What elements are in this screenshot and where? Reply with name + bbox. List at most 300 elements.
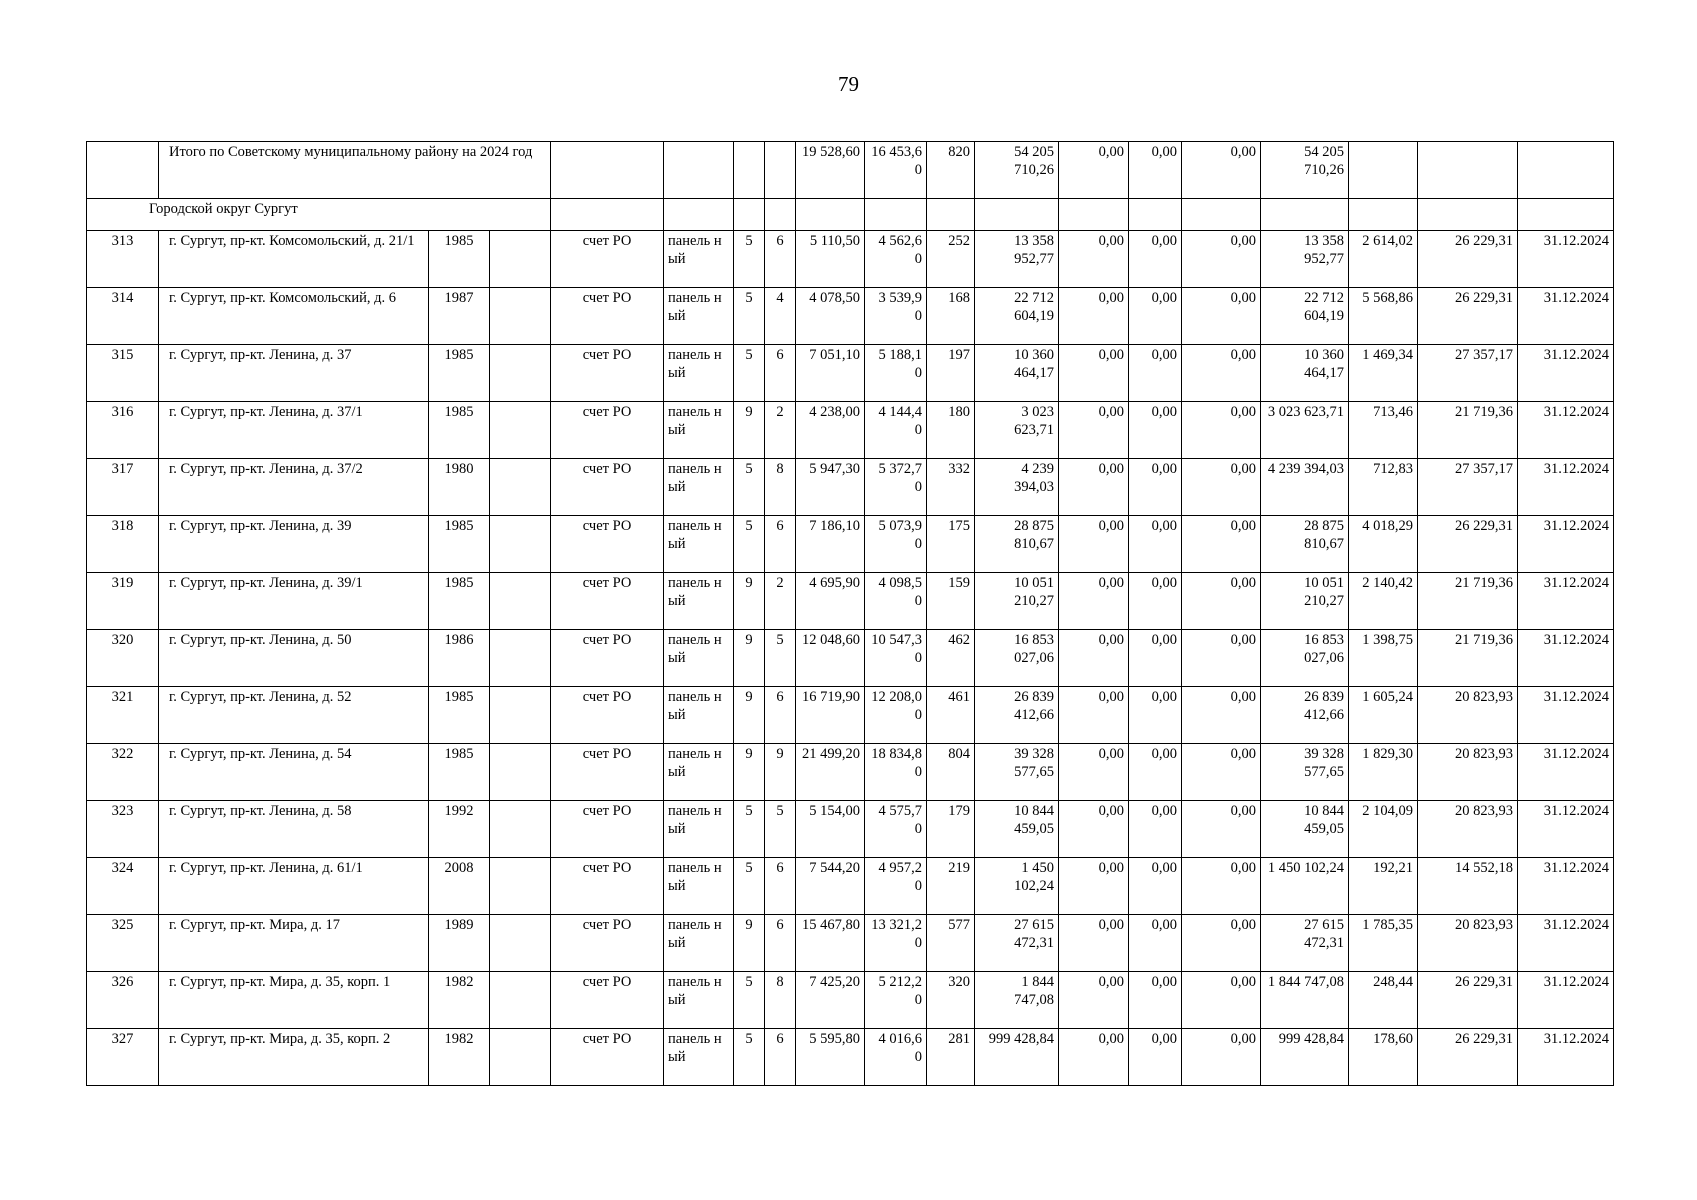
row-year: 1992 <box>429 801 490 858</box>
table-row <box>87 231 1614 288</box>
row-total-area: 12 048,60 <box>796 630 865 687</box>
total-row-limit-cost <box>1418 142 1518 199</box>
row-fund-fkr: 0,00 <box>1059 687 1129 744</box>
row-cost-total: 22 712 604,19 <box>975 288 1059 345</box>
row-address: г. Сургут, пр-кт. Ленина, д. 37 <box>159 345 429 402</box>
row-deadline: 31.12.2024 <box>1518 288 1614 345</box>
row-fund-method: счет РО <box>551 1029 664 1086</box>
row-wall-material: панель ный <box>664 288 734 345</box>
row-fund-method: счет РО <box>551 972 664 1029</box>
row-floors: 5 <box>734 972 765 1029</box>
table-row <box>87 801 1614 858</box>
row-fund-local: 0,00 <box>1182 345 1261 402</box>
row-deadline: 31.12.2024 <box>1518 345 1614 402</box>
row-living-area: 3 539,9 0 <box>865 288 927 345</box>
row-total-area: 4 078,50 <box>796 288 865 345</box>
row-entrances: 6 <box>765 231 796 288</box>
row-living-area: 5 372,7 0 <box>865 459 927 516</box>
row-empty-cell <box>490 459 551 516</box>
table-row <box>87 744 1614 801</box>
row-fund-local: 0,00 <box>1182 858 1261 915</box>
row-address: г. Сургут, пр-кт. Комсомольский, д. 6 <box>159 288 429 345</box>
row-number: 322 <box>87 744 159 801</box>
section-empty-cell <box>1182 199 1261 231</box>
total-row-living-area: 16 453,6 0 <box>865 142 927 199</box>
section-empty-cell <box>1349 199 1418 231</box>
row-total-area: 5 154,00 <box>796 801 865 858</box>
row-fund-owners: 4 239 394,03 <box>1261 459 1349 516</box>
row-floors: 5 <box>734 459 765 516</box>
row-empty-cell <box>490 402 551 459</box>
row-entrances: 8 <box>765 459 796 516</box>
row-empty-cell <box>490 630 551 687</box>
row-cost-total: 28 875 810,67 <box>975 516 1059 573</box>
row-fund-local: 0,00 <box>1182 915 1261 972</box>
row-living-area: 18 834,8 0 <box>865 744 927 801</box>
row-empty-cell <box>490 801 551 858</box>
row-living-area: 5 212,2 0 <box>865 972 927 1029</box>
section-empty-cell <box>1129 199 1182 231</box>
row-total-area: 5 947,30 <box>796 459 865 516</box>
row-wall-material: панель ный <box>664 402 734 459</box>
row-deadline: 31.12.2024 <box>1518 402 1614 459</box>
row-year: 2008 <box>429 858 490 915</box>
row-fund-fkr: 0,00 <box>1059 288 1129 345</box>
row-fund-local: 0,00 <box>1182 402 1261 459</box>
row-address: г. Сургут, пр-кт. Ленина, д. 54 <box>159 744 429 801</box>
row-fund-owners: 999 428,84 <box>1261 1029 1349 1086</box>
row-deadline: 31.12.2024 <box>1518 744 1614 801</box>
row-fund-method: счет РО <box>551 288 664 345</box>
row-cost-total: 1 450 102,24 <box>975 858 1059 915</box>
row-fund-fkr: 0,00 <box>1059 630 1129 687</box>
row-living-area: 5 073,9 0 <box>865 516 927 573</box>
row-year: 1985 <box>429 573 490 630</box>
row-cost-total: 27 615 472,31 <box>975 915 1059 972</box>
row-fund-fkr: 0,00 <box>1059 972 1129 1029</box>
table-row <box>87 288 1614 345</box>
row-total-area: 15 467,80 <box>796 915 865 972</box>
row-floors: 9 <box>734 573 765 630</box>
total-row-wall-cell <box>664 142 734 199</box>
row-wall-material: панель ный <box>664 915 734 972</box>
row-floors: 9 <box>734 630 765 687</box>
row-entrances: 9 <box>765 744 796 801</box>
row-number: 317 <box>87 459 159 516</box>
row-unit-cost: 712,83 <box>1349 459 1418 516</box>
total-row-fund-owners: 54 205 710,26 <box>1261 142 1349 199</box>
row-fund-owners: 28 875 810,67 <box>1261 516 1349 573</box>
row-deadline: 31.12.2024 <box>1518 858 1614 915</box>
row-deadline: 31.12.2024 <box>1518 801 1614 858</box>
row-residents: 577 <box>927 915 975 972</box>
total-row-floors-cell <box>734 142 765 199</box>
row-fund-fkr: 0,00 <box>1059 915 1129 972</box>
row-address: г. Сургут, пр-кт. Ленина, д. 39 <box>159 516 429 573</box>
row-limit-cost: 27 357,17 <box>1418 345 1518 402</box>
row-year: 1982 <box>429 972 490 1029</box>
row-entrances: 6 <box>765 687 796 744</box>
row-deadline: 31.12.2024 <box>1518 573 1614 630</box>
row-wall-material: панель ный <box>664 687 734 744</box>
row-address: г. Сургут, пр-кт. Ленина, д. 58 <box>159 801 429 858</box>
total-row-unit-cost <box>1349 142 1418 199</box>
row-number: 315 <box>87 345 159 402</box>
row-fund-method: счет РО <box>551 573 664 630</box>
row-unit-cost: 178,60 <box>1349 1029 1418 1086</box>
row-empty-cell <box>490 744 551 801</box>
row-deadline: 31.12.2024 <box>1518 1029 1614 1086</box>
row-residents: 180 <box>927 402 975 459</box>
row-empty-cell <box>490 573 551 630</box>
row-residents: 462 <box>927 630 975 687</box>
row-empty-cell <box>490 915 551 972</box>
row-year: 1985 <box>429 516 490 573</box>
row-fund-okrug: 0,00 <box>1129 402 1182 459</box>
row-fund-okrug: 0,00 <box>1129 801 1182 858</box>
row-residents: 332 <box>927 459 975 516</box>
row-wall-material: панель ный <box>664 972 734 1029</box>
row-fund-fkr: 0,00 <box>1059 858 1129 915</box>
section-empty-cell <box>1059 199 1129 231</box>
row-entrances: 6 <box>765 345 796 402</box>
row-year: 1985 <box>429 231 490 288</box>
row-living-area: 13 321,2 0 <box>865 915 927 972</box>
row-fund-owners: 16 853 027,06 <box>1261 630 1349 687</box>
row-limit-cost: 14 552,18 <box>1418 858 1518 915</box>
row-limit-cost: 21 719,36 <box>1418 573 1518 630</box>
row-fund-method: счет РО <box>551 630 664 687</box>
row-number: 319 <box>87 573 159 630</box>
row-residents: 252 <box>927 231 975 288</box>
row-empty-cell <box>490 687 551 744</box>
row-address: г. Сургут, пр-кт. Ленина, д. 37/2 <box>159 459 429 516</box>
row-deadline: 31.12.2024 <box>1518 231 1614 288</box>
row-cost-total: 39 328 577,65 <box>975 744 1059 801</box>
row-wall-material: панель ный <box>664 744 734 801</box>
row-residents: 804 <box>927 744 975 801</box>
row-floors: 5 <box>734 858 765 915</box>
row-limit-cost: 20 823,93 <box>1418 801 1518 858</box>
row-fund-local: 0,00 <box>1182 972 1261 1029</box>
row-floors: 5 <box>734 801 765 858</box>
row-unit-cost: 1 785,35 <box>1349 915 1418 972</box>
row-floors: 9 <box>734 687 765 744</box>
row-entrances: 4 <box>765 288 796 345</box>
row-unit-cost: 2 104,09 <box>1349 801 1418 858</box>
row-fund-method: счет РО <box>551 459 664 516</box>
row-empty-cell <box>490 858 551 915</box>
row-fund-okrug: 0,00 <box>1129 231 1182 288</box>
table-row <box>87 630 1614 687</box>
row-fund-local: 0,00 <box>1182 687 1261 744</box>
table-row <box>87 345 1614 402</box>
row-year: 1985 <box>429 744 490 801</box>
row-fund-owners: 10 051 210,27 <box>1261 573 1349 630</box>
row-year: 1986 <box>429 630 490 687</box>
row-unit-cost: 1 605,24 <box>1349 687 1418 744</box>
row-entrances: 6 <box>765 915 796 972</box>
row-wall-material: панель ный <box>664 1029 734 1086</box>
row-empty-cell <box>490 516 551 573</box>
row-fund-owners: 39 328 577,65 <box>1261 744 1349 801</box>
section-empty-cell <box>734 199 765 231</box>
row-fund-local: 0,00 <box>1182 630 1261 687</box>
row-living-area: 4 957,2 0 <box>865 858 927 915</box>
row-number: 316 <box>87 402 159 459</box>
row-living-area: 4 098,5 0 <box>865 573 927 630</box>
row-year: 1987 <box>429 288 490 345</box>
row-fund-local: 0,00 <box>1182 288 1261 345</box>
row-limit-cost: 27 357,17 <box>1418 459 1518 516</box>
row-living-area: 4 562,6 0 <box>865 231 927 288</box>
total-row-entrances-cell <box>765 142 796 199</box>
row-fund-owners: 1 450 102,24 <box>1261 858 1349 915</box>
capital-repair-register-table <box>86 141 1614 1086</box>
page-number: 79 <box>838 72 859 96</box>
row-living-area: 4 144,4 0 <box>865 402 927 459</box>
row-year: 1985 <box>429 402 490 459</box>
row-address: г. Сургут, пр-кт. Ленина, д. 52 <box>159 687 429 744</box>
row-wall-material: панель ный <box>664 573 734 630</box>
section-empty-cell <box>1418 199 1518 231</box>
row-number: 327 <box>87 1029 159 1086</box>
row-fund-okrug: 0,00 <box>1129 858 1182 915</box>
section-empty-cell <box>927 199 975 231</box>
row-limit-cost: 26 229,31 <box>1418 1029 1518 1086</box>
total-row-fund-okrug: 0,00 <box>1129 142 1182 199</box>
row-limit-cost: 26 229,31 <box>1418 516 1518 573</box>
row-fund-method: счет РО <box>551 858 664 915</box>
row-fund-method: счет РО <box>551 744 664 801</box>
row-fund-okrug: 0,00 <box>1129 687 1182 744</box>
row-total-area: 5 110,50 <box>796 231 865 288</box>
row-unit-cost: 713,46 <box>1349 402 1418 459</box>
row-number: 313 <box>87 231 159 288</box>
row-cost-total: 10 051 210,27 <box>975 573 1059 630</box>
row-fund-fkr: 0,00 <box>1059 231 1129 288</box>
row-total-area: 16 719,90 <box>796 687 865 744</box>
total-row <box>87 142 1614 199</box>
row-cost-total: 4 239 394,03 <box>975 459 1059 516</box>
row-deadline: 31.12.2024 <box>1518 687 1614 744</box>
row-floors: 9 <box>734 402 765 459</box>
row-fund-owners: 1 844 747,08 <box>1261 972 1349 1029</box>
row-limit-cost: 20 823,93 <box>1418 687 1518 744</box>
row-entrances: 6 <box>765 858 796 915</box>
row-deadline: 31.12.2024 <box>1518 915 1614 972</box>
row-cost-total: 1 844 747,08 <box>975 972 1059 1029</box>
row-fund-owners: 26 839 412,66 <box>1261 687 1349 744</box>
table-row <box>87 459 1614 516</box>
row-unit-cost: 2 140,42 <box>1349 573 1418 630</box>
row-entrances: 5 <box>765 630 796 687</box>
row-cost-total: 10 360 464,17 <box>975 345 1059 402</box>
table-row <box>87 402 1614 459</box>
row-wall-material: панель ный <box>664 858 734 915</box>
row-cost-total: 999 428,84 <box>975 1029 1059 1086</box>
row-fund-fkr: 0,00 <box>1059 516 1129 573</box>
row-fund-method: счет РО <box>551 687 664 744</box>
row-unit-cost: 2 614,02 <box>1349 231 1418 288</box>
row-residents: 159 <box>927 573 975 630</box>
row-empty-cell <box>490 231 551 288</box>
row-fund-method: счет РО <box>551 345 664 402</box>
row-floors: 9 <box>734 744 765 801</box>
row-empty-cell <box>490 288 551 345</box>
row-limit-cost: 21 719,36 <box>1418 402 1518 459</box>
total-row-fund-fkr: 0,00 <box>1059 142 1129 199</box>
total-row-fund-method-cell <box>551 142 664 199</box>
row-cost-total: 13 358 952,77 <box>975 231 1059 288</box>
row-fund-fkr: 0,00 <box>1059 402 1129 459</box>
row-fund-method: счет РО <box>551 516 664 573</box>
row-residents: 175 <box>927 516 975 573</box>
row-fund-okrug: 0,00 <box>1129 1029 1182 1086</box>
table-row <box>87 516 1614 573</box>
row-address: г. Сургут, пр-кт. Ленина, д. 37/1 <box>159 402 429 459</box>
row-floors: 5 <box>734 345 765 402</box>
section-row <box>87 199 1614 231</box>
row-residents: 281 <box>927 1029 975 1086</box>
section-empty-cell <box>1261 199 1349 231</box>
row-residents: 219 <box>927 858 975 915</box>
total-row-residents: 820 <box>927 142 975 199</box>
row-year: 1985 <box>429 345 490 402</box>
table-row <box>87 858 1614 915</box>
row-empty-cell <box>490 972 551 1029</box>
row-wall-material: панель ный <box>664 345 734 402</box>
row-limit-cost: 20 823,93 <box>1418 915 1518 972</box>
row-cost-total: 10 844 459,05 <box>975 801 1059 858</box>
row-fund-okrug: 0,00 <box>1129 915 1182 972</box>
row-entrances: 2 <box>765 573 796 630</box>
row-address: г. Сургут, пр-кт. Ленина, д. 50 <box>159 630 429 687</box>
row-unit-cost: 4 018,29 <box>1349 516 1418 573</box>
total-row-total-area: 19 528,60 <box>796 142 865 199</box>
row-fund-owners: 13 358 952,77 <box>1261 231 1349 288</box>
section-empty-cell <box>865 199 927 231</box>
row-empty-cell <box>490 345 551 402</box>
total-row-number-cell <box>87 142 159 199</box>
row-living-area: 12 208,0 0 <box>865 687 927 744</box>
row-fund-okrug: 0,00 <box>1129 630 1182 687</box>
row-floors: 5 <box>734 288 765 345</box>
row-unit-cost: 1 469,34 <box>1349 345 1418 402</box>
row-year: 1985 <box>429 687 490 744</box>
row-floors: 5 <box>734 1029 765 1086</box>
row-fund-fkr: 0,00 <box>1059 1029 1129 1086</box>
row-number: 324 <box>87 858 159 915</box>
row-fund-owners: 10 844 459,05 <box>1261 801 1349 858</box>
row-wall-material: панель ный <box>664 459 734 516</box>
row-residents: 168 <box>927 288 975 345</box>
row-fund-fkr: 0,00 <box>1059 801 1129 858</box>
row-entrances: 6 <box>765 516 796 573</box>
row-cost-total: 16 853 027,06 <box>975 630 1059 687</box>
row-unit-cost: 248,44 <box>1349 972 1418 1029</box>
row-limit-cost: 26 229,31 <box>1418 972 1518 1029</box>
row-fund-owners: 3 023 623,71 <box>1261 402 1349 459</box>
row-limit-cost: 21 719,36 <box>1418 630 1518 687</box>
section-empty-cell <box>664 199 734 231</box>
section-empty-cell <box>551 199 664 231</box>
row-fund-fkr: 0,00 <box>1059 744 1129 801</box>
row-deadline: 31.12.2024 <box>1518 516 1614 573</box>
table-row <box>87 573 1614 630</box>
row-living-area: 10 547,3 0 <box>865 630 927 687</box>
row-address: г. Сургут, пр-кт. Комсомольский, д. 21/1 <box>159 231 429 288</box>
total-row-fund-local: 0,00 <box>1182 142 1261 199</box>
row-number: 314 <box>87 288 159 345</box>
row-wall-material: панель ный <box>664 630 734 687</box>
row-residents: 320 <box>927 972 975 1029</box>
row-fund-local: 0,00 <box>1182 744 1261 801</box>
row-entrances: 6 <box>765 1029 796 1086</box>
row-wall-material: панель ный <box>664 801 734 858</box>
row-number: 320 <box>87 630 159 687</box>
row-total-area: 21 499,20 <box>796 744 865 801</box>
row-fund-okrug: 0,00 <box>1129 744 1182 801</box>
row-fund-fkr: 0,00 <box>1059 573 1129 630</box>
table-row <box>87 687 1614 744</box>
section-empty-cell <box>975 199 1059 231</box>
row-limit-cost: 20 823,93 <box>1418 744 1518 801</box>
row-wall-material: панель ный <box>664 516 734 573</box>
row-living-area: 4 575,7 0 <box>865 801 927 858</box>
row-fund-method: счет РО <box>551 801 664 858</box>
row-number: 325 <box>87 915 159 972</box>
row-entrances: 8 <box>765 972 796 1029</box>
row-fund-local: 0,00 <box>1182 459 1261 516</box>
row-cost-total: 3 023 623,71 <box>975 402 1059 459</box>
row-total-area: 7 425,20 <box>796 972 865 1029</box>
total-row-label: Итого по Советскому муниципальному району на 2024 год <box>159 142 551 199</box>
row-year: 1982 <box>429 1029 490 1086</box>
row-limit-cost: 26 229,31 <box>1418 231 1518 288</box>
row-fund-owners: 22 712 604,19 <box>1261 288 1349 345</box>
row-fund-okrug: 0,00 <box>1129 288 1182 345</box>
row-entrances: 5 <box>765 801 796 858</box>
row-year: 1989 <box>429 915 490 972</box>
row-limit-cost: 26 229,31 <box>1418 288 1518 345</box>
row-unit-cost: 192,21 <box>1349 858 1418 915</box>
row-fund-fkr: 0,00 <box>1059 459 1129 516</box>
row-fund-owners: 27 615 472,31 <box>1261 915 1349 972</box>
row-total-area: 5 595,80 <box>796 1029 865 1086</box>
row-fund-method: счет РО <box>551 231 664 288</box>
row-unit-cost: 1 829,30 <box>1349 744 1418 801</box>
row-number: 318 <box>87 516 159 573</box>
row-fund-fkr: 0,00 <box>1059 345 1129 402</box>
row-address: г. Сургут, пр-кт. Ленина, д. 61/1 <box>159 858 429 915</box>
row-deadline: 31.12.2024 <box>1518 459 1614 516</box>
row-fund-method: счет РО <box>551 915 664 972</box>
row-fund-okrug: 0,00 <box>1129 459 1182 516</box>
table-row <box>87 1029 1614 1086</box>
section-title: Городской округ Сургут <box>87 199 551 231</box>
row-fund-local: 0,00 <box>1182 801 1261 858</box>
total-row-cost-total: 54 205 710,26 <box>975 142 1059 199</box>
row-fund-local: 0,00 <box>1182 1029 1261 1086</box>
section-empty-cell <box>1518 199 1614 231</box>
row-year: 1980 <box>429 459 490 516</box>
row-residents: 179 <box>927 801 975 858</box>
row-address: г. Сургут, пр-кт. Мира, д. 17 <box>159 915 429 972</box>
row-unit-cost: 5 568,86 <box>1349 288 1418 345</box>
row-empty-cell <box>490 1029 551 1086</box>
table-row <box>87 915 1614 972</box>
